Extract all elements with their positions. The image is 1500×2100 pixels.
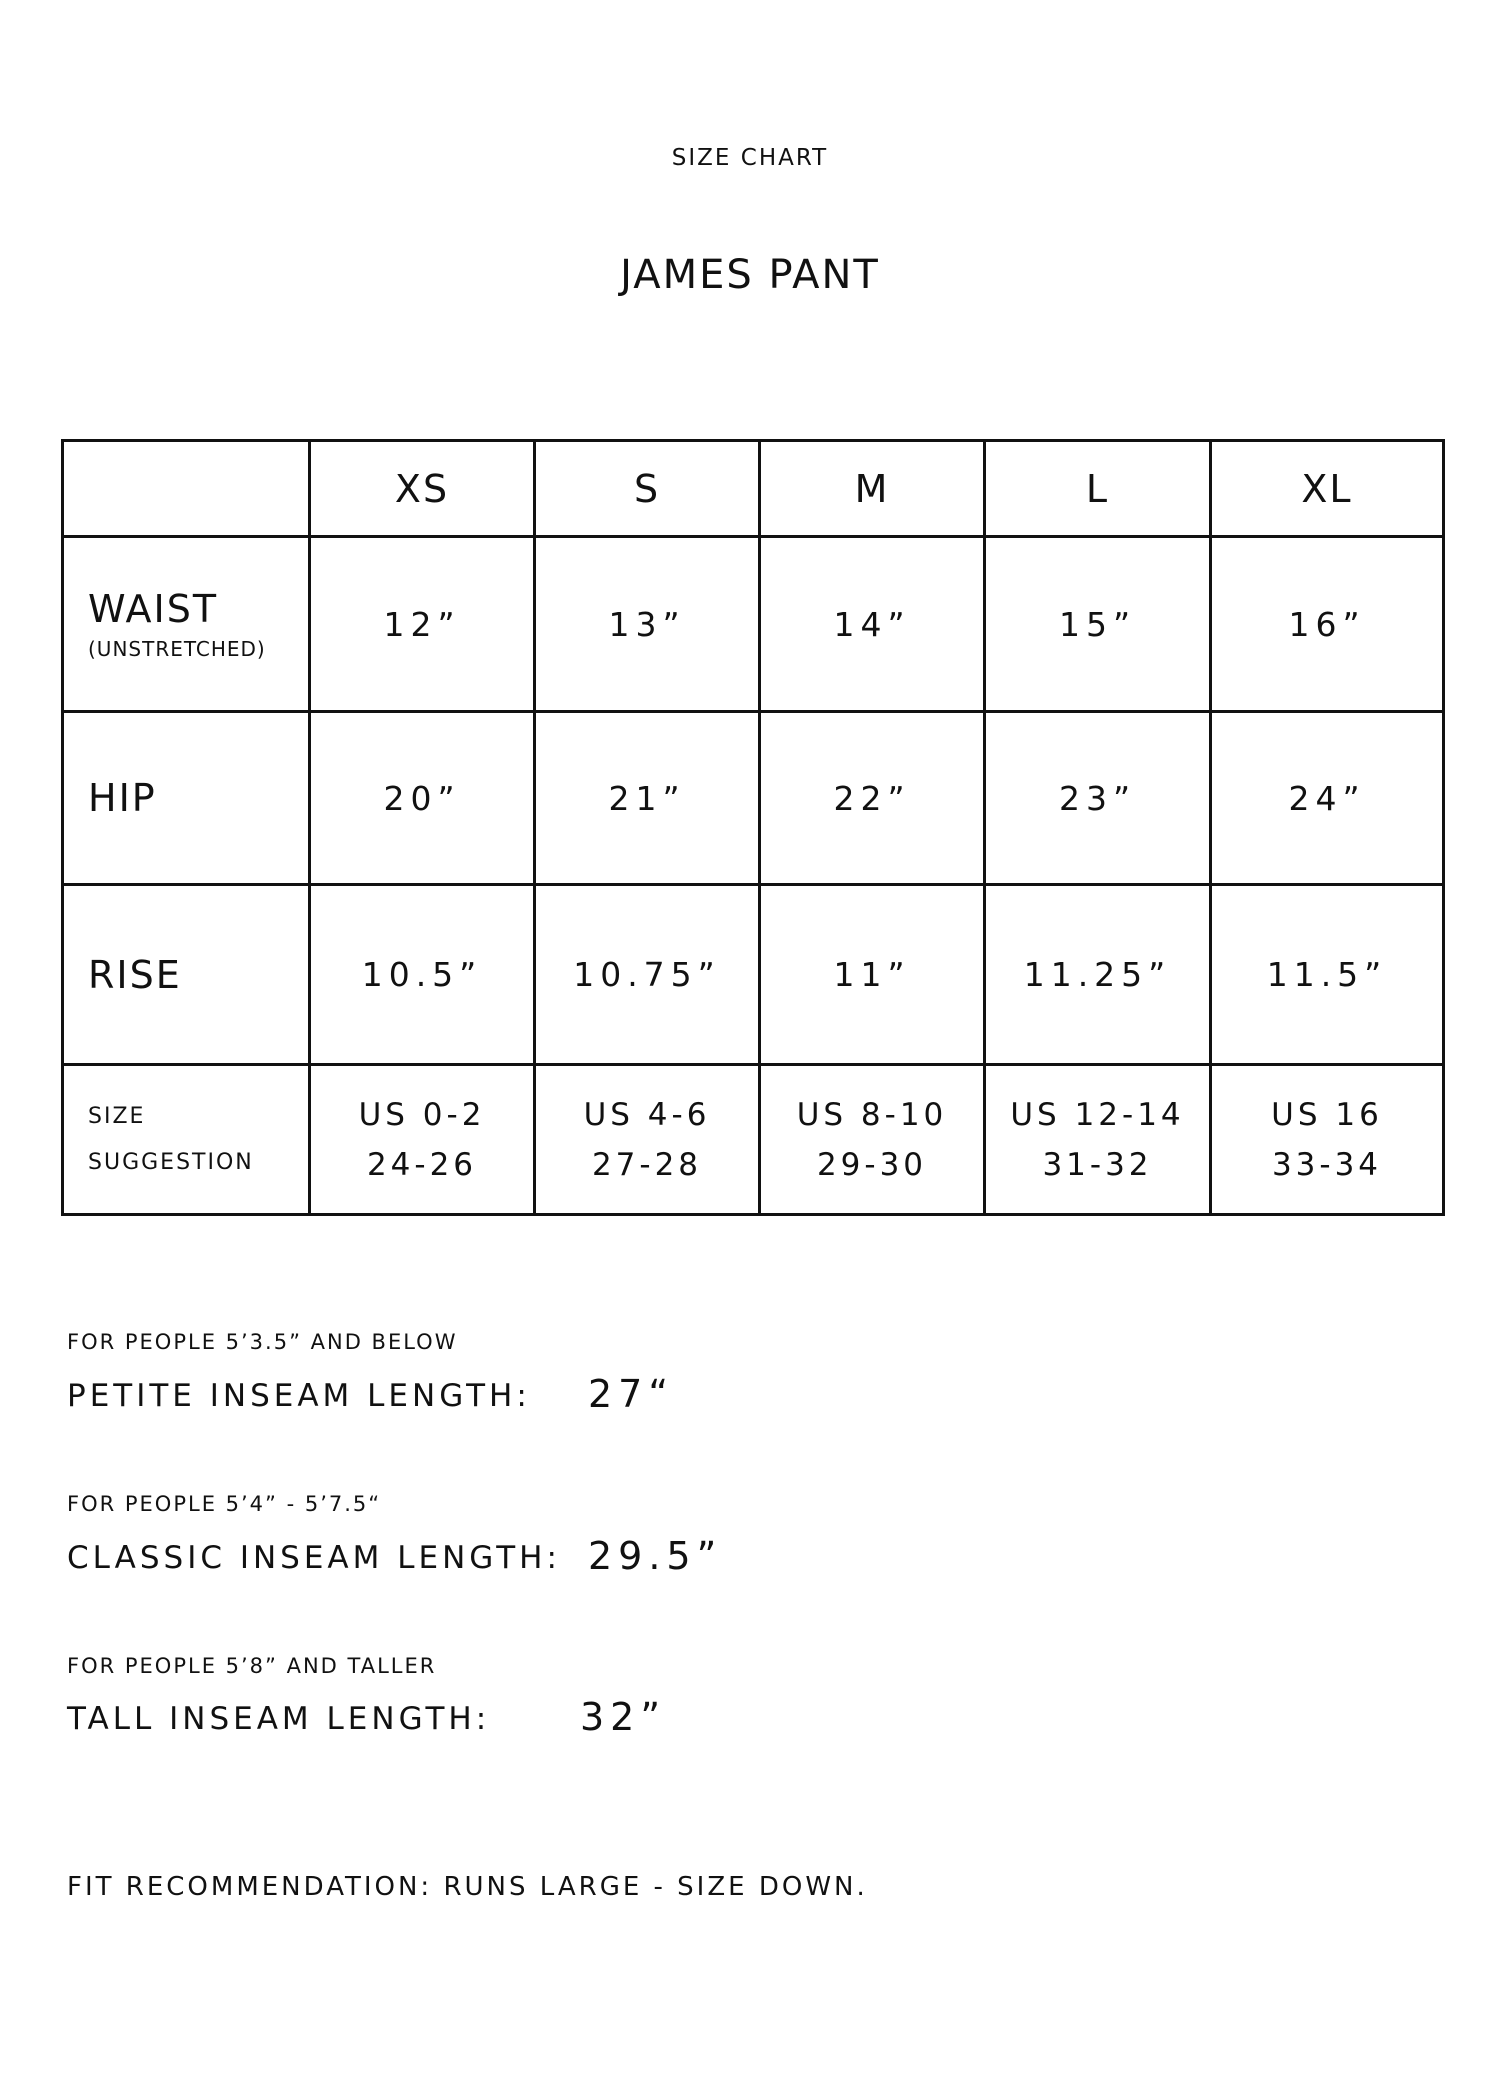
suggestion-cell-s	[535, 1065, 760, 1215]
document-title: JAMES PANT	[620, 252, 880, 298]
hip-value-m: 22”	[760, 712, 985, 885]
waist-value-l: 15”	[985, 537, 1211, 712]
waist-value-xl: 16”	[1211, 537, 1444, 712]
tall-inseam-label: TALL INSEAM LENGTH:	[67, 1701, 491, 1737]
rise-value-xs: 10.5”	[310, 885, 535, 1065]
suggestion-numeric-s: 27-28	[591, 1146, 703, 1183]
row-label-waist	[63, 537, 310, 712]
waist-label: WAIST	[88, 587, 219, 631]
row-label-rise	[63, 885, 310, 1065]
suggestion-label-line1: SIZE	[88, 1103, 146, 1129]
suggestion-us-s: US 4-6	[583, 1096, 711, 1133]
size-header-s: S	[535, 441, 760, 537]
classic-height-note: FOR PEOPLE 5’4” - 5’7.5“	[67, 1492, 382, 1516]
classic-inseam-value: 29.5”	[588, 1534, 723, 1578]
suggestion-label-line2: SUGGESTION	[88, 1149, 254, 1175]
waist-value-xs: 12”	[310, 537, 535, 712]
suggestion-numeric-xs: 24-26	[366, 1146, 478, 1183]
suggestion-cell-xl	[1211, 1065, 1444, 1215]
suggestion-numeric-l: 31-32	[1042, 1146, 1153, 1183]
size-header-xs: XS	[310, 441, 535, 537]
hip-value-xs: 20”	[310, 712, 535, 885]
rise-value-l: 11.25”	[985, 885, 1211, 1065]
suggestion-numeric-m: 29-30	[816, 1146, 928, 1183]
table-header-row	[63, 441, 1444, 537]
hip-label: HIP	[88, 776, 157, 820]
suggestion-us-m: US 8-10	[796, 1096, 948, 1133]
size-header-m: M	[760, 441, 985, 537]
waist-value-s: 13”	[535, 537, 760, 712]
size-header-xl: XL	[1211, 441, 1444, 537]
waist-value-m: 14”	[760, 537, 985, 712]
hip-value-xl: 24”	[1211, 712, 1444, 885]
size-chart-table	[61, 439, 1445, 1216]
table-row-hip	[63, 712, 1444, 885]
document-label: SIZE CHART	[671, 145, 829, 171]
size-header-l: L	[985, 441, 1211, 537]
classic-inseam-label: CLASSIC INSEAM LENGTH:	[67, 1540, 561, 1576]
suggestion-cell-m	[760, 1065, 985, 1215]
rise-value-m: 11”	[760, 885, 985, 1065]
hip-value-l: 23”	[985, 712, 1211, 885]
table-row-waist	[63, 537, 1444, 712]
suggestion-us-xs: US 0-2	[358, 1096, 486, 1133]
petite-inseam-label: PETITE INSEAM LENGTH:	[67, 1378, 531, 1414]
table-row-size-suggestion	[63, 1065, 1444, 1215]
petite-height-note: FOR PEOPLE 5’3.5” AND BELOW	[67, 1330, 458, 1354]
suggestion-cell-l	[985, 1065, 1211, 1215]
row-label-size-suggestion	[63, 1065, 310, 1215]
petite-inseam-value: 27“	[588, 1372, 675, 1416]
row-label-hip	[63, 712, 310, 885]
suggestion-cell-xs	[310, 1065, 535, 1215]
tall-inseam-value: 32”	[580, 1695, 667, 1739]
waist-sublabel: (UNSTRETCHED)	[88, 637, 266, 661]
rise-label: RISE	[88, 952, 182, 997]
fit-recommendation: FIT RECOMMENDATION: RUNS LARGE - SIZE DOWN.	[67, 1872, 868, 1902]
suggestion-numeric-xl: 33-34	[1271, 1146, 1383, 1183]
suggestion-us-xl: US 16	[1271, 1096, 1383, 1133]
table-row-rise	[63, 885, 1444, 1065]
hip-value-s: 21”	[535, 712, 760, 885]
suggestion-us-l: US 12-14	[1010, 1096, 1185, 1133]
rise-value-s: 10.75”	[535, 885, 760, 1065]
rise-value-xl: 11.5”	[1211, 885, 1444, 1065]
tall-height-note: FOR PEOPLE 5’8” AND TALLER	[67, 1654, 437, 1678]
table-corner-cell	[63, 441, 310, 537]
